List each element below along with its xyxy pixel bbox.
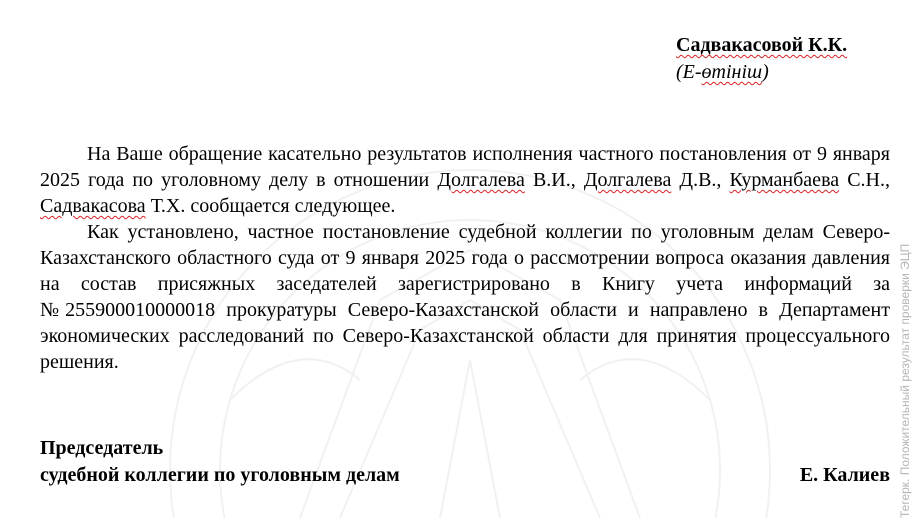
paragraph-1 — [40, 141, 890, 219]
side-stamp-text: Тегерк. Положительный результат проверки ЭЦП — [898, 243, 912, 518]
addressee-name: Садвакасовой К.К. — [676, 34, 848, 56]
p1-text-5: Т.Х. сообщается следующее. — [145, 195, 396, 217]
addressee-note-word: өтініш — [701, 61, 763, 83]
signatory-name: Е. Калиев — [799, 464, 890, 486]
p1-text-1: На Ваше обращение касательно результатов исполнения частного постановления от 9 января 2025 года по уголовному делу в отношении — [40, 143, 890, 191]
paragraph-2: Как установлено, частное постановление судебной коллегии по уголовным делам Северо-Казахстанского областного суда от 9 января 2025 года о рассмотрении вопроса оказания давления на состав присяжных заседателей зарегистрировано в Книгу учета информаций за №255900010000018 прокуратуры Северо-Казахстанской области и направлено в Департамент экономических расследований по Северо-Казахстанской области для принятия процессуального решения. — [40, 221, 890, 373]
signature-block — [40, 435, 890, 489]
addressee-note-suffix: ) — [762, 61, 769, 83]
letter-body — [40, 141, 890, 375]
signature-row — [40, 462, 890, 489]
p1-name-3: Курманбаева — [729, 169, 840, 191]
signature-title-line1: Председатель — [40, 437, 164, 459]
p1-name-4: Садвакасова — [40, 195, 146, 217]
p1-text-3: Д.В., — [671, 169, 730, 191]
p1-name-1: Долгалева — [437, 169, 525, 191]
signature-title-line2: судебной коллегии по уголовным делам — [40, 464, 400, 486]
p1-name-2: Долгалева — [583, 169, 672, 191]
addressee-block — [676, 32, 847, 86]
addressee-note — [676, 59, 847, 86]
signature-verification-stamp — [896, 150, 914, 518]
addressee-note-prefix: (Е- — [676, 61, 702, 83]
p1-text-2: В.И., — [524, 169, 584, 191]
p1-text-4: С.Н., — [839, 169, 890, 191]
